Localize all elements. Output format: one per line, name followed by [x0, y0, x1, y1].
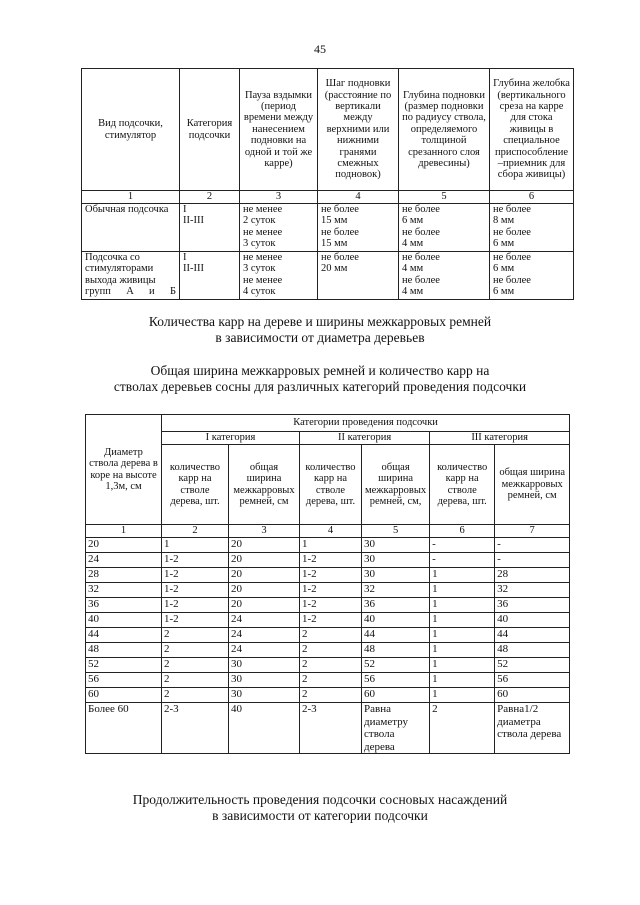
column-numbers-row	[86, 525, 570, 538]
carr-count-cell: 2-3	[300, 703, 362, 754]
carr-count-cell: 1-2	[300, 553, 362, 568]
table-row	[82, 204, 574, 252]
caption-carr-count	[0, 314, 640, 346]
carr-count-cell: 1	[430, 658, 495, 673]
belt-width-cell: 40	[229, 703, 300, 754]
header-pause: Пауза вздымки (период времени между нанесением подновки на одной и той же карре)	[240, 69, 318, 191]
carr-count-cell: 1	[430, 613, 495, 628]
groove-cell	[490, 204, 574, 252]
pause-cell	[240, 204, 318, 252]
col-number: 3	[229, 525, 300, 538]
belt-width-cell: 24	[229, 628, 300, 643]
belt-width-cell: 20	[229, 583, 300, 598]
col-number: 2	[162, 525, 229, 538]
groove-cell	[490, 252, 574, 300]
table-row	[86, 583, 570, 598]
belt-width-cell: 56	[362, 673, 430, 688]
depth-value: не более	[402, 204, 440, 215]
tapping-type-cell: Обычная подсочка	[82, 204, 180, 252]
groove-value: 6 мм	[493, 286, 515, 298]
belt-width-cell: 30	[229, 658, 300, 673]
carr-count-cell: 2	[430, 703, 495, 754]
diameter-cell: 24	[86, 553, 162, 568]
header-category-1: I категория	[162, 432, 300, 445]
groove-value: не более	[493, 204, 531, 215]
header-diameter: Диаметр ствола дерева в коре на высоте 1,3м, см	[86, 415, 162, 525]
col-number: 7	[495, 525, 570, 538]
depth-cell	[399, 204, 490, 252]
subheader-carr-count: количество карр на стволе дерева, шт.	[162, 445, 229, 525]
column-numbers-row	[82, 191, 574, 204]
carr-count-cell: -	[430, 553, 495, 568]
diameter-cell: 20	[86, 538, 162, 553]
col-number: 1	[86, 525, 162, 538]
table-row	[86, 673, 570, 688]
category-value: II-III	[183, 215, 204, 227]
diameter-cell: 60	[86, 688, 162, 703]
category-value: II-III	[183, 263, 204, 275]
groove-value: не более	[493, 252, 531, 263]
carr-count-cell: -	[430, 538, 495, 553]
groove-value: 6 мм	[493, 263, 515, 275]
pause-value: 4 суток	[243, 286, 276, 298]
belt-width-cell: 44	[495, 628, 570, 643]
carr-count-cell: 2-3	[162, 703, 229, 754]
belt-width-cell: 20	[229, 553, 300, 568]
diameter-cell: 40	[86, 613, 162, 628]
table-row	[86, 658, 570, 673]
header-depth: Глубина подновки (размер подновки по радиусу ствола, определяемого толщиной срезанного слоя древесины)	[399, 69, 490, 191]
belt-width-cell: 48	[362, 643, 430, 658]
depth-value: 4 мм	[402, 263, 424, 275]
carr-count-cell: 2	[162, 658, 229, 673]
belt-width-cell: 20	[229, 598, 300, 613]
caption-line: в зависимости от диаметра деревьев	[215, 330, 425, 345]
col-number: 6	[490, 191, 574, 204]
groove-value: не более	[493, 274, 531, 286]
header-groove: Глубина желобка (вертикального среза на карре для стока живицы в специальное приспособление –приемник для сбора живицы)	[490, 69, 574, 191]
belt-width-cell: -	[495, 538, 570, 553]
carr-count-cell: 2	[162, 643, 229, 658]
carr-count-cell: 2	[300, 673, 362, 688]
belt-width-cell: 20	[229, 568, 300, 583]
carr-count-cell: 2	[300, 658, 362, 673]
belt-width-cell: 52	[495, 658, 570, 673]
page-number: 45	[314, 42, 326, 56]
depth-value: 6 мм	[402, 215, 424, 227]
belt-width-cell: 40	[495, 613, 570, 628]
table-row	[86, 703, 570, 754]
carr-count-cell: 1-2	[162, 613, 229, 628]
diameter-cell: 56	[86, 673, 162, 688]
carr-count-cell: 1-2	[300, 583, 362, 598]
belt-width-cell: Равна1/2 диаметра ствола дерева	[495, 703, 570, 754]
depth-value: не более	[402, 226, 440, 238]
caption-line: Количества карр на дереве и ширины межкарровых ремней	[148, 314, 492, 329]
step-value: не более	[321, 204, 359, 215]
carr-count-cell: 1	[430, 598, 495, 613]
category-value: I	[183, 252, 187, 263]
step-cell	[318, 204, 399, 252]
header-step: Шаг подновки (расстояние по вертикали между верхними или нижними гранями смежных подновок)	[318, 69, 399, 191]
carr-count-cell: 2	[162, 688, 229, 703]
pause-cell	[240, 252, 318, 300]
table-row	[86, 643, 570, 658]
col-number: 6	[430, 525, 495, 538]
carr-count-cell: 1-2	[300, 568, 362, 583]
caption-line: Общая ширина межкарровых ремней и количество карр на	[150, 363, 490, 378]
header-tapping-categories: Категории проведения подсочки	[162, 415, 570, 432]
belt-width-cell: 30	[362, 538, 430, 553]
col-number: 5	[362, 525, 430, 538]
table-row	[86, 628, 570, 643]
belt-width-cell: 30	[229, 688, 300, 703]
depth-value: не более	[402, 274, 440, 286]
subheader-belt-width: общая ширина межкарровых ремней, см,	[362, 445, 430, 525]
subheader-carr-count: количество карр на стволе дерева, шт.	[430, 445, 495, 525]
depth-value: 4 мм	[402, 286, 424, 298]
table-row	[86, 568, 570, 583]
carr-count-cell: 2	[300, 688, 362, 703]
category-cell	[180, 252, 240, 300]
belt-width-cell: 48	[495, 643, 570, 658]
carr-count-cell: 1-2	[162, 568, 229, 583]
category-cell	[180, 204, 240, 252]
subheader-belt-width: общая ширина межкарровых ремней, см	[229, 445, 300, 525]
caption-belt-width	[0, 363, 640, 395]
header-category: Категория подсочки	[180, 69, 240, 191]
col-number: 1	[82, 191, 180, 204]
carr-count-cell: 2	[300, 643, 362, 658]
belt-width-table	[85, 414, 570, 754]
tapping-type-cell: Подсочка со стимуляторами выхода живицы групп А и Б	[82, 252, 180, 300]
carr-count-cell: 1-2	[162, 553, 229, 568]
table-row	[86, 598, 570, 613]
col-number: 2	[180, 191, 240, 204]
diameter-cell: 36	[86, 598, 162, 613]
caption-line: Продолжительность проведения подсочки сосновых насаждений	[132, 792, 508, 807]
carr-count-cell: 1-2	[300, 613, 362, 628]
belt-width-cell: 30	[362, 553, 430, 568]
belt-width-cell: 30	[362, 568, 430, 583]
carr-count-cell: 2	[162, 628, 229, 643]
step-value: 15 мм	[321, 238, 348, 250]
carr-count-cell: 2	[162, 673, 229, 688]
belt-width-cell: 52	[362, 658, 430, 673]
carr-count-cell: 1	[430, 628, 495, 643]
belt-width-cell: 28	[495, 568, 570, 583]
pause-value: 3 суток	[243, 263, 276, 275]
diameter-cell: 32	[86, 583, 162, 598]
step-value: не более	[321, 252, 359, 263]
carr-count-cell: 1	[430, 643, 495, 658]
diameter-cell: 44	[86, 628, 162, 643]
pause-value: 3 суток	[243, 238, 276, 250]
tapping-parameters-table	[81, 68, 574, 300]
belt-width-cell: 32	[362, 583, 430, 598]
belt-width-cell: 30	[229, 673, 300, 688]
carr-count-cell: 1	[430, 583, 495, 598]
diameter-cell: 28	[86, 568, 162, 583]
depth-value: не более	[402, 252, 440, 263]
carr-count-cell: 1	[430, 568, 495, 583]
table-row	[86, 613, 570, 628]
belt-width-cell: 40	[362, 613, 430, 628]
caption-line: в зависимости от категории подсочки	[212, 808, 428, 823]
belt-width-cell: 20	[229, 538, 300, 553]
caption-duration	[0, 792, 640, 824]
col-number: 4	[318, 191, 399, 204]
depth-value: 4 мм	[402, 238, 424, 250]
belt-width-cell: 24	[229, 643, 300, 658]
belt-width-cell: 56	[495, 673, 570, 688]
groove-value: не более	[493, 226, 531, 238]
carr-count-cell: 1-2	[162, 583, 229, 598]
pause-value: 2 суток	[243, 215, 276, 227]
table-row	[86, 553, 570, 568]
diameter-cell: 48	[86, 643, 162, 658]
groove-value: 8 мм	[493, 215, 515, 227]
belt-width-cell: 36	[362, 598, 430, 613]
step-value: 20 мм	[321, 263, 348, 275]
carr-count-cell: 1-2	[162, 598, 229, 613]
col-number: 5	[399, 191, 490, 204]
carr-count-cell: 1-2	[300, 598, 362, 613]
header-category-2: II категория	[300, 432, 430, 445]
table-row	[86, 688, 570, 703]
diameter-cell: 52	[86, 658, 162, 673]
carr-count-cell: 1	[300, 538, 362, 553]
caption-line: стволах деревьев сосны для различных категорий проведения подсочки	[113, 379, 527, 394]
belt-width-cell: -	[495, 553, 570, 568]
belt-width-cell: 60	[362, 688, 430, 703]
carr-count-cell: 1	[430, 673, 495, 688]
pause-value: не менее	[243, 226, 283, 238]
carr-count-cell: 1	[162, 538, 229, 553]
belt-width-cell: 60	[495, 688, 570, 703]
header-category-3: III категория	[430, 432, 570, 445]
carr-count-cell: 2	[300, 628, 362, 643]
belt-width-cell: 32	[495, 583, 570, 598]
belt-width-cell: 44	[362, 628, 430, 643]
col-number: 4	[300, 525, 362, 538]
step-value: не более	[321, 226, 359, 238]
col-number: 3	[240, 191, 318, 204]
belt-width-cell: Равна диаметру ствола дерева	[362, 703, 430, 754]
pause-value: не менее	[243, 252, 283, 263]
subheader-carr-count: количество карр на стволе дерева, шт.	[300, 445, 362, 525]
subheader-belt-width: общая ширина межкарровых ремней, см	[495, 445, 570, 525]
pause-value: не менее	[243, 274, 283, 286]
groove-value: 6 мм	[493, 238, 515, 250]
header-tapping-type: Вид подсочки, стимулятор	[82, 69, 180, 191]
diameter-cell: Более 60	[86, 703, 162, 754]
step-cell	[318, 252, 399, 300]
carr-count-cell: 1	[430, 688, 495, 703]
depth-cell	[399, 252, 490, 300]
belt-width-cell: 24	[229, 613, 300, 628]
category-value: I	[183, 204, 187, 215]
table-row	[86, 538, 570, 553]
table-row	[82, 252, 574, 300]
step-value: 15 мм	[321, 215, 348, 227]
pause-value: не менее	[243, 204, 283, 215]
belt-width-cell: 36	[495, 598, 570, 613]
